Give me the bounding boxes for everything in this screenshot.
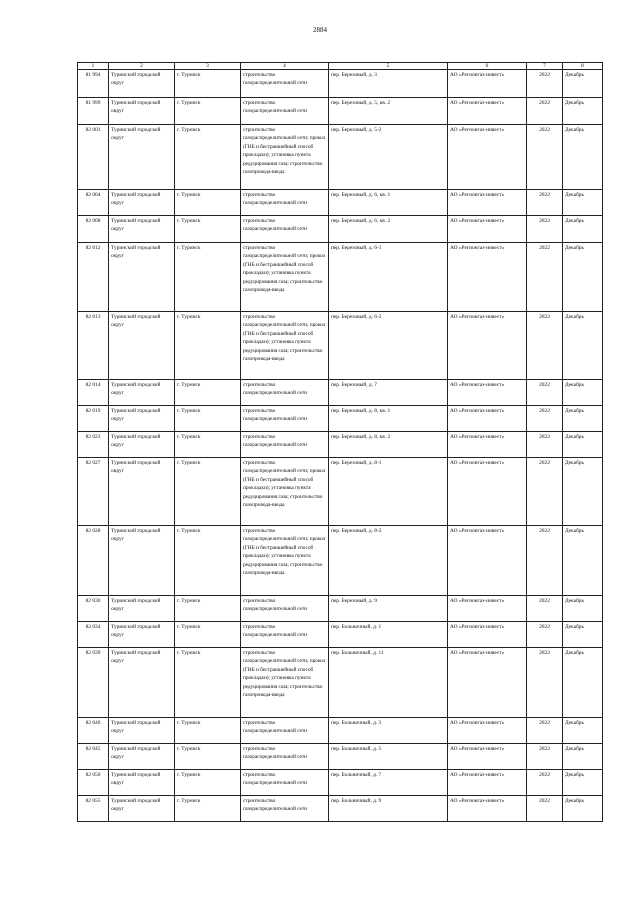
work-description-cell: строительство газораспределительной сети; прокол (ГНБ и бестраншейный способ прокладки); установка пункта редуцирования газа; строительство газопровода-ввода <box>241 312 329 380</box>
record-number-cell: 82 030 <box>78 596 109 622</box>
organization-cell: АО «Регионгаз-инвест» <box>448 796 527 822</box>
address-cell: пер. Березовый, д. 3 <box>329 70 448 98</box>
record-number-cell: 82 023 <box>78 432 109 458</box>
record-number-cell: 82 012 <box>78 243 109 312</box>
month-cell: Декабрь <box>563 406 603 432</box>
organization-cell: АО «Регионгаз-инвест» <box>448 312 527 380</box>
work-description-cell: строительство газораспределительной сети <box>241 216 329 243</box>
district-cell: Туринский городской округ <box>109 796 175 822</box>
address-cell: пер. Больничный, д. 3 <box>329 718 448 744</box>
town-cell: г. Туринск <box>175 432 241 458</box>
town-cell: г. Туринск <box>175 216 241 243</box>
table-row <box>78 770 603 796</box>
table-row <box>78 596 603 622</box>
town-cell: г. Туринск <box>175 648 241 718</box>
year-cell: 2022 <box>527 125 563 190</box>
organization-cell: АО «Регионгаз-инвест» <box>448 526 527 596</box>
record-number-cell: 82 019 <box>78 406 109 432</box>
table-row <box>78 216 603 243</box>
address-cell: пер. Березовый, д. 8-2 <box>329 526 448 596</box>
work-description-cell: строительство газораспределительной сети <box>241 796 329 822</box>
work-description-cell: строительство газораспределительной сети <box>241 406 329 432</box>
town-cell: г. Туринск <box>175 243 241 312</box>
record-number-cell: 82 027 <box>78 458 109 526</box>
record-number-cell: 82 034 <box>78 622 109 648</box>
table-row <box>78 98 603 125</box>
district-cell: Туринский городской округ <box>109 380 175 406</box>
work-description-cell: строительство газораспределительной сети; прокол (ГНБ и бестраншейный способ прокладки); установка пункта редуцирования газа; строительство газопровода-ввода <box>241 243 329 312</box>
gasification-table <box>77 62 603 822</box>
town-cell: г. Туринск <box>175 406 241 432</box>
work-description-cell: строительство газораспределительной сети <box>241 432 329 458</box>
year-cell: 2022 <box>527 216 563 243</box>
organization-cell: АО «Регионгаз-инвест» <box>448 190 527 216</box>
organization-cell: АО «Регионгаз-инвест» <box>448 648 527 718</box>
column-header: 2 <box>109 63 175 70</box>
record-number-cell: 82 055 <box>78 796 109 822</box>
work-description-cell: строительство газораспределительной сети <box>241 190 329 216</box>
district-cell: Туринский городской округ <box>109 125 175 190</box>
year-cell: 2022 <box>527 312 563 380</box>
table-row <box>78 796 603 822</box>
district-cell: Туринский городской округ <box>109 312 175 380</box>
column-header: 7 <box>527 63 563 70</box>
record-number-cell: 81 994 <box>78 70 109 98</box>
year-cell: 2022 <box>527 380 563 406</box>
work-description-cell: строительство газораспределительной сети <box>241 622 329 648</box>
organization-cell: АО «Регионгаз-инвест» <box>448 243 527 312</box>
town-cell: г. Туринск <box>175 312 241 380</box>
month-cell: Декабрь <box>563 216 603 243</box>
month-cell: Декабрь <box>563 243 603 312</box>
month-cell: Декабрь <box>563 718 603 744</box>
record-number-cell: 82 050 <box>78 770 109 796</box>
column-header: 6 <box>448 63 527 70</box>
address-cell: пер. Больничный, д. 11 <box>329 648 448 718</box>
address-cell: пер. Больничный, д. 7 <box>329 770 448 796</box>
address-cell: пер. Березовый, д. 5, кв. 2 <box>329 98 448 125</box>
year-cell: 2022 <box>527 648 563 718</box>
work-description-cell: строительство газораспределительной сети <box>241 770 329 796</box>
district-cell: Туринский городской округ <box>109 98 175 125</box>
work-description-cell: строительство газораспределительной сети <box>241 98 329 125</box>
work-description-cell: строительство газораспределительной сети; прокол (ГНБ и бестраншейный способ прокладки); установка пункта редуцирования газа; строительство газопровода-ввода <box>241 648 329 718</box>
organization-cell: АО «Регионгаз-инвест» <box>448 744 527 770</box>
table-row <box>78 380 603 406</box>
district-cell: Туринский городской округ <box>109 718 175 744</box>
month-cell: Декабрь <box>563 796 603 822</box>
table-row <box>78 70 603 98</box>
year-cell: 2022 <box>527 458 563 526</box>
town-cell: г. Туринск <box>175 596 241 622</box>
district-cell: Туринский городской округ <box>109 648 175 718</box>
address-cell: пер. Березовый, д. 8, кв. 2 <box>329 432 448 458</box>
month-cell: Декабрь <box>563 312 603 380</box>
work-description-cell: строительство газораспределительной сети <box>241 380 329 406</box>
district-cell: Туринский городской округ <box>109 216 175 243</box>
town-cell: г. Туринск <box>175 380 241 406</box>
year-cell: 2022 <box>527 432 563 458</box>
district-cell: Туринский городской округ <box>109 70 175 98</box>
record-number-cell: 82 003 <box>78 125 109 190</box>
table-row <box>78 312 603 380</box>
month-cell: Декабрь <box>563 432 603 458</box>
district-cell: Туринский городской округ <box>109 526 175 596</box>
month-cell: Декабрь <box>563 596 603 622</box>
record-number-cell: 82 014 <box>78 380 109 406</box>
address-cell: пер. Березовый, д. 6, кв. 1 <box>329 190 448 216</box>
table-row <box>78 406 603 432</box>
organization-cell: АО «Регионгаз-инвест» <box>448 458 527 526</box>
record-number-cell: 82 045 <box>78 744 109 770</box>
table-row <box>78 458 603 526</box>
column-header: 4 <box>241 63 329 70</box>
town-cell: г. Туринск <box>175 526 241 596</box>
table-row <box>78 526 603 596</box>
year-cell: 2022 <box>527 796 563 822</box>
work-description-cell: строительство газораспределительной сети <box>241 744 329 770</box>
record-number-cell: 82 039 <box>78 648 109 718</box>
work-description-cell: строительство газораспределительной сети; прокол (ГНБ и бестраншейный способ прокладки); установка пункта редуцирования газа; строительство газопровода-ввода <box>241 125 329 190</box>
year-cell: 2022 <box>527 526 563 596</box>
town-cell: г. Туринск <box>175 458 241 526</box>
organization-cell: АО «Регионгаз-инвест» <box>448 70 527 98</box>
table-row <box>78 744 603 770</box>
address-cell: пер. Березовый, д. 8-1 <box>329 458 448 526</box>
year-cell: 2022 <box>527 744 563 770</box>
month-cell: Декабрь <box>563 622 603 648</box>
record-number-cell: 82 008 <box>78 216 109 243</box>
organization-cell: АО «Регионгаз-инвест» <box>448 380 527 406</box>
month-cell: Декабрь <box>563 744 603 770</box>
organization-cell: АО «Регионгаз-инвест» <box>448 406 527 432</box>
town-cell: г. Туринск <box>175 744 241 770</box>
address-cell: пер. Больничный, д. 5 <box>329 744 448 770</box>
organization-cell: АО «Регионгаз-инвест» <box>448 432 527 458</box>
address-cell: пер. Березовый, д. 5-2 <box>329 125 448 190</box>
district-cell: Туринский городской округ <box>109 622 175 648</box>
address-cell: пер. Березовый, д. 6, кв. 2 <box>329 216 448 243</box>
district-cell: Туринский городской округ <box>109 770 175 796</box>
organization-cell: АО «Регионгаз-инвест» <box>448 216 527 243</box>
organization-cell: АО «Регионгаз-инвест» <box>448 622 527 648</box>
address-cell: пер. Березовый, д. 6-1 <box>329 243 448 312</box>
address-cell: пер. Больничный, д. 9 <box>329 796 448 822</box>
table-row <box>78 432 603 458</box>
work-description-cell: строительство газораспределительной сети <box>241 718 329 744</box>
record-number-cell: 82 040 <box>78 718 109 744</box>
table-row <box>78 648 603 718</box>
year-cell: 2022 <box>527 243 563 312</box>
year-cell: 2022 <box>527 70 563 98</box>
record-number-cell: 82 013 <box>78 312 109 380</box>
record-number-cell: 82 004 <box>78 190 109 216</box>
district-cell: Туринский городской округ <box>109 458 175 526</box>
month-cell: Декабрь <box>563 98 603 125</box>
town-cell: г. Туринск <box>175 622 241 648</box>
address-cell: пер. Березовый, д. 8, кв. 1 <box>329 406 448 432</box>
address-cell: пер. Березовый, д. 9 <box>329 596 448 622</box>
year-cell: 2022 <box>527 98 563 125</box>
month-cell: Декабрь <box>563 190 603 216</box>
address-cell: пер. Березовый, д. 6-2 <box>329 312 448 380</box>
district-cell: Туринский городской округ <box>109 744 175 770</box>
district-cell: Туринский городской округ <box>109 190 175 216</box>
address-cell: пер. Больничный, д. 1 <box>329 622 448 648</box>
month-cell: Декабрь <box>563 70 603 98</box>
organization-cell: АО «Регионгаз-инвест» <box>448 98 527 125</box>
column-header: 1 <box>78 63 109 70</box>
district-cell: Туринский городской округ <box>109 243 175 312</box>
organization-cell: АО «Регионгаз-инвест» <box>448 770 527 796</box>
month-cell: Декабрь <box>563 526 603 596</box>
column-number-row <box>78 63 603 70</box>
work-description-cell: строительство газораспределительной сети <box>241 70 329 98</box>
month-cell: Декабрь <box>563 770 603 796</box>
record-number-cell: 82 028 <box>78 526 109 596</box>
town-cell: г. Туринск <box>175 98 241 125</box>
month-cell: Декабрь <box>563 458 603 526</box>
table-row <box>78 622 603 648</box>
column-header: 8 <box>563 63 603 70</box>
table-row <box>78 243 603 312</box>
year-cell: 2022 <box>527 622 563 648</box>
year-cell: 2022 <box>527 770 563 796</box>
work-description-cell: строительство газораспределительной сети; прокол (ГНБ и бестраншейный способ прокладки); установка пункта редуцирования газа; строительство газопровода-ввода <box>241 458 329 526</box>
town-cell: г. Туринск <box>175 125 241 190</box>
year-cell: 2022 <box>527 406 563 432</box>
district-cell: Туринский городской округ <box>109 406 175 432</box>
town-cell: г. Туринск <box>175 718 241 744</box>
town-cell: г. Туринск <box>175 770 241 796</box>
table-row <box>78 125 603 190</box>
town-cell: г. Туринск <box>175 70 241 98</box>
organization-cell: АО «Регионгаз-инвест» <box>448 125 527 190</box>
record-number-cell: 81 999 <box>78 98 109 125</box>
district-cell: Туринский городской округ <box>109 596 175 622</box>
town-cell: г. Туринск <box>175 190 241 216</box>
month-cell: Декабрь <box>563 125 603 190</box>
year-cell: 2022 <box>527 190 563 216</box>
table-row <box>78 718 603 744</box>
month-cell: Декабрь <box>563 380 603 406</box>
page-number: 2884 <box>313 26 327 34</box>
work-description-cell: строительство газораспределительной сети <box>241 596 329 622</box>
table-row <box>78 190 603 216</box>
organization-cell: АО «Регионгаз-инвест» <box>448 596 527 622</box>
organization-cell: АО «Регионгаз-инвест» <box>448 718 527 744</box>
address-cell: пер. Березовый, д. 7 <box>329 380 448 406</box>
column-header: 3 <box>175 63 241 70</box>
month-cell: Декабрь <box>563 648 603 718</box>
town-cell: г. Туринск <box>175 796 241 822</box>
district-cell: Туринский городской округ <box>109 432 175 458</box>
work-description-cell: строительство газораспределительной сети; прокол (ГНБ и бестраншейный способ прокладки); установка пункта редуцирования газа; строительство газопровода-ввода <box>241 526 329 596</box>
column-header: 5 <box>329 63 448 70</box>
year-cell: 2022 <box>527 596 563 622</box>
year-cell: 2022 <box>527 718 563 744</box>
